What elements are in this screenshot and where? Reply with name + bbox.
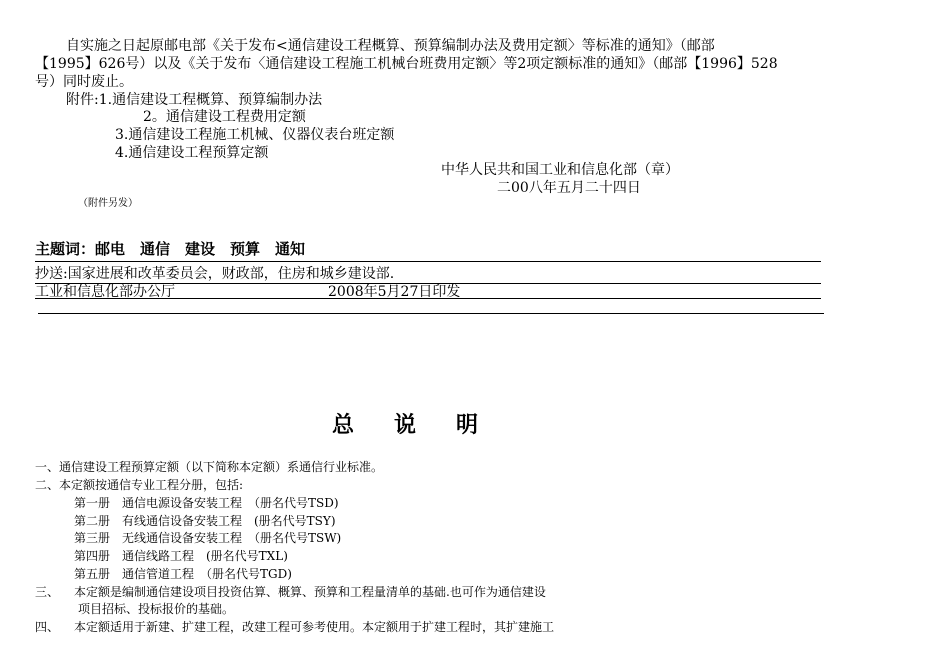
item-1: 一、通信建设工程预算定额（以下简称本定额）系通信行业标准。 bbox=[35, 460, 384, 474]
notice-para1-line3: 号）同时废止。 bbox=[35, 74, 133, 90]
item-3-number: 三、 bbox=[35, 585, 60, 599]
volume-1: 第一册 通信电源设备安装工程 （册名代号TSD) bbox=[74, 496, 339, 510]
item-3-line-1: 本定额是编制通信建设项目投资估算、概算、预算和工程量清单的基础.也可作为通信建设 bbox=[74, 585, 546, 599]
subject-keywords: 主题词：邮电 通信 建设 预算 通知 bbox=[35, 240, 306, 258]
volume-3: 第三册 无线通信设备安装工程 （册名代号TSW) bbox=[74, 531, 342, 545]
attachment-item-4: 4.通信建设工程预算定额 bbox=[115, 145, 269, 161]
divider-bottom bbox=[38, 313, 824, 314]
volume-4: 第四册 通信线路工程 (册名代号TXL) bbox=[74, 549, 288, 563]
item-2: 二、本定额按通信专业工程分册，包括: bbox=[35, 478, 244, 492]
general-description-title: 总说明 bbox=[331, 412, 518, 438]
item-4-number: 四、 bbox=[35, 620, 60, 634]
divider-top bbox=[35, 261, 821, 262]
issuer-seal: 中华人民共和国工业和信息化部（章） bbox=[441, 162, 679, 178]
attachment-note: （附件另发） bbox=[78, 198, 138, 209]
volume-2: 第二册 有线通信设备安装工程 (册名代号TSY) bbox=[74, 514, 336, 528]
notice-para1-line1: 自实施之日起原邮电部《关于发布<通信建设工程概算、预算编制办法及费用定额〉等标准的通知》（邮部 bbox=[66, 38, 715, 54]
print-date: 2008年5月27日印发 bbox=[328, 284, 461, 300]
issuing-office: 工业和信息化部办公厅 bbox=[35, 284, 175, 300]
item-4-line-1: 本定额适用于新建、扩建工程，改建工程可参考使用。本定额用于扩建工程时，其扩建施工 bbox=[74, 620, 555, 634]
divider-lower bbox=[35, 298, 821, 299]
attachment-item-2: 2。通信建设工程费用定额 bbox=[143, 109, 306, 125]
volume-5: 第五册 通信管道工程 （册名代号TGD) bbox=[74, 567, 292, 581]
attachments-label: 附件:1.通信建设工程概算、预算编制办法 bbox=[66, 92, 323, 108]
item-3-line-2: 项目招标、投标报价的基础。 bbox=[78, 602, 235, 616]
cc-recipients: 抄送:国家进展和改革委员会，财政部，住房和城乡建设部. bbox=[35, 266, 395, 282]
issue-date: 二00八年五月二十四日 bbox=[497, 180, 641, 196]
notice-para1-line2: 【1995】626号）以及《关于发布〈通信建设工程施工机械台班费用定额〉等2项定额标准的通知》（邮部【1996】528 bbox=[35, 56, 778, 72]
attachment-item-3: 3.通信建设工程施工机械、仪器仪表台班定额 bbox=[115, 127, 395, 143]
